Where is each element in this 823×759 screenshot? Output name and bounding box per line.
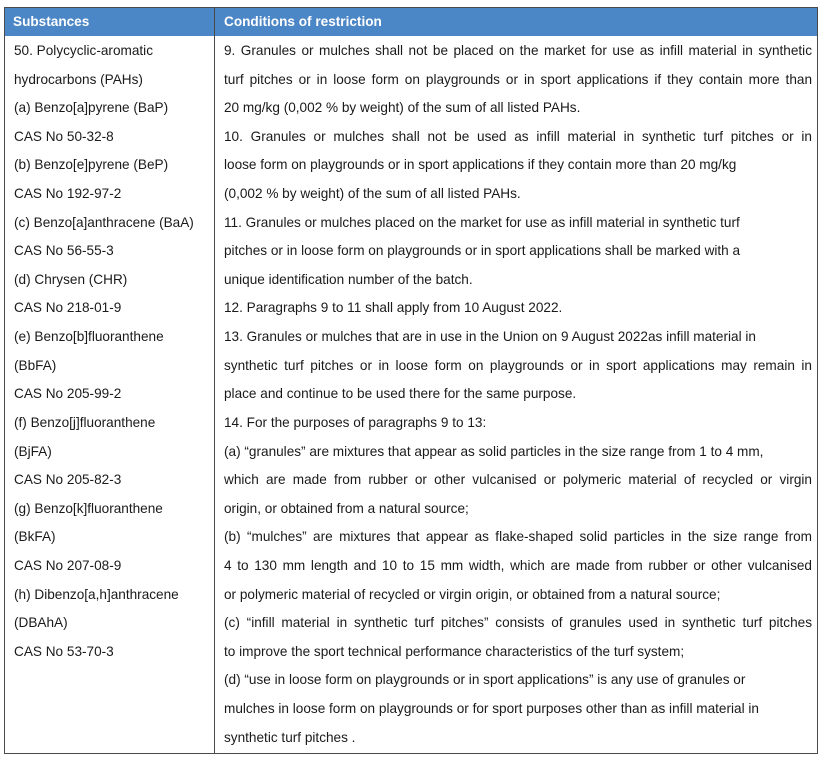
substance-line: CAS No 53-70-3 [14,643,114,659]
condition-line: synthetic turf pitches or in loose form on playgrounds or in sport applications may remain in [224,357,812,373]
condition-line: 11. Granules or mulches placed on the market for use as infill material in synthetic turf [224,214,740,230]
substance-line: CAS No 205-82-3 [14,472,122,488]
substance-line: CAS No 56-55-3 [14,243,114,259]
condition-line: (d) “use in loose form on playgrounds or in sport applications” is any use of granules or [224,672,746,688]
condition-line: 20 mg/kg (0,002 % by weight) of the sum of all listed PAHs. [224,100,581,116]
substance-line: (f) Benzo[j]fluoranthene [14,414,156,430]
substance-line: (e) Benzo[b]fluoranthene [14,329,164,345]
conditions-cell [224,37,812,752]
condition-line: which are made from rubber or other vulcanised or polymeric material of recycled or virgin [224,472,812,488]
condition-line: 4 to 130 mm length and 10 to 15 mm width, which are made from rubber or other vulcanised [224,557,812,573]
substance-line: (h) Dibenzo[a,h]anthracene [14,586,179,602]
condition-line: synthetic turf pitches . [224,729,356,745]
condition-line: pitches or in loose form on playgrounds or in sport applications shall be marked with a [224,243,741,259]
substance-line: (BbFA) [14,357,57,373]
condition-line: 12. Paragraphs 9 to 11 shall apply from 10 August 2022. [224,300,563,316]
condition-line: 9. Granules or mulches shall not be placed on the market for use as infill material in synthetic [224,43,812,58]
condition-line: loose form on playgrounds or in sport applications if they contain more than 20 mg/kg [224,157,737,173]
restriction-table [4,7,818,754]
substance-line: (g) Benzo[k]fluoranthene [14,500,163,516]
substance-line: (DBAhA) [14,615,68,631]
condition-line: (a) “granules” are mixtures that appear as solid particles in the size range from 1 to 4 mm, [224,443,764,459]
substance-line: 50. Polycyclic-aromatic [14,43,153,58]
condition-line: 10. Granules or mulches shall not be used as infill material in synthetic turf pitches or in [224,128,812,144]
substance-line: (d) Chrysen (CHR) [14,271,128,287]
column-header-substances: Substances [13,14,90,29]
column-header-conditions: Conditions of restriction [224,14,382,29]
condition-line: 13. Granules or mulches that are in use in the Union on 9 August 2022as infill material in [224,329,756,345]
condition-line: turf pitches or in loose form on playgrounds or in sport applications if they contain more than [224,71,812,87]
substance-line: CAS No 207-08-9 [14,557,122,573]
substance-line: (c) Benzo[a]anthracene (BaA) [14,214,194,230]
condition-line: (0,002 % by weight) of the sum of all listed PAHs. [224,186,521,202]
substance-line: CAS No 192-97-2 [14,186,122,202]
substance-line: (a) Benzo[a]pyrene (BaP) [14,100,169,116]
condition-line: or polymeric material of recycled or virgin origin, or obtained from a natural source; [224,586,721,602]
substance-line: (BjFA) [14,443,52,459]
substance-line: CAS No 50-32-8 [14,128,114,144]
condition-line: place and continue to be used there for the same purpose. [224,386,577,402]
substance-line: (b) Benzo[e]pyrene (BeP) [14,157,169,173]
substances-cell [14,37,211,666]
condition-line: (c) “infill material in synthetic turf pitches” consists of granules used in synthetic turf pitches [224,615,812,631]
substance-line: CAS No 205-99-2 [14,386,122,402]
substance-line: (BkFA) [14,529,56,545]
condition-line: unique identification number of the batch. [224,271,473,287]
substance-line: CAS No 218-01-9 [14,300,122,316]
table-header-row [5,8,817,36]
condition-line: mulches in loose form on playgrounds or for sport purposes other than as infill material in [224,701,759,717]
condition-line: origin, or obtained from a natural source; [224,500,469,516]
condition-line: (b) “mulches” are mixtures that appear as flake-shaped solid particles in the size range from [224,529,812,545]
condition-line: to improve the sport technical performance characteristics of the turf system; [224,643,685,659]
column-divider [214,8,215,753]
condition-line: 14. For the purposes of paragraphs 9 to 13: [224,414,487,430]
substance-line: hydrocarbons (PAHs) [14,71,143,87]
